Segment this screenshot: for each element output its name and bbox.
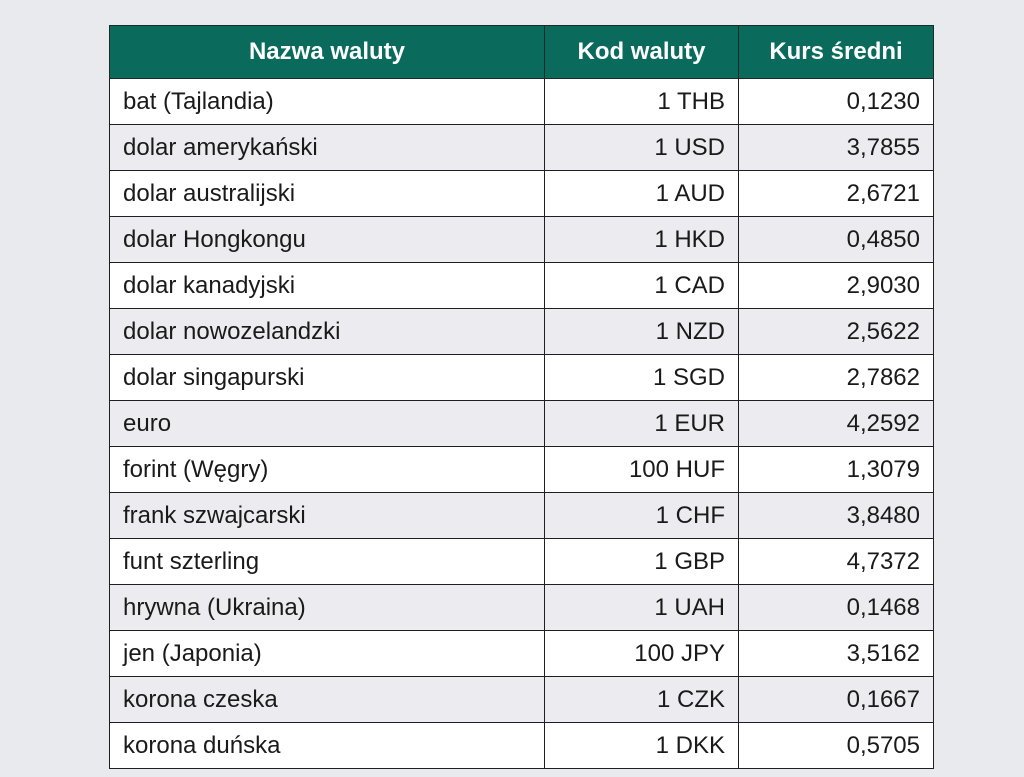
currency-code: 1 HKD [545,217,739,263]
table-header-row [110,26,934,79]
table-row [110,125,934,171]
average-rate: 0,1468 [739,585,934,631]
currency-name: euro [110,401,545,447]
average-rate: 3,5162 [739,631,934,677]
currency-code: 1 EUR [545,401,739,447]
currency-name: dolar singapurski [110,355,545,401]
table-row [110,677,934,723]
header-currency-code: Kod waluty [545,26,739,79]
currency-code: 1 UAH [545,585,739,631]
table-row [110,309,934,355]
exchange-rates-table [109,25,934,769]
currency-code: 100 JPY [545,631,739,677]
average-rate: 2,5622 [739,309,934,355]
currency-name: bat (Tajlandia) [110,79,545,125]
currency-code: 1 GBP [545,539,739,585]
currency-name: funt szterling [110,539,545,585]
table-row [110,493,934,539]
currency-name: dolar nowozelandzki [110,309,545,355]
currency-name: jen (Japonia) [110,631,545,677]
currency-name: frank szwajcarski [110,493,545,539]
currency-name: hrywna (Ukraina) [110,585,545,631]
currency-name: dolar Hongkongu [110,217,545,263]
average-rate: 0,4850 [739,217,934,263]
table-row [110,217,934,263]
header-currency-name: Nazwa waluty [110,26,545,79]
table-row [110,585,934,631]
currency-name: dolar australijski [110,171,545,217]
average-rate: 2,9030 [739,263,934,309]
currency-code: 1 CHF [545,493,739,539]
table-row [110,79,934,125]
table-row [110,263,934,309]
average-rate: 2,7862 [739,355,934,401]
table-row [110,723,934,769]
average-rate: 4,7372 [739,539,934,585]
average-rate: 3,8480 [739,493,934,539]
currency-name: dolar kanadyjski [110,263,545,309]
average-rate: 3,7855 [739,125,934,171]
currency-code: 1 CZK [545,677,739,723]
currency-name: korona duńska [110,723,545,769]
average-rate: 1,3079 [739,447,934,493]
table-row [110,631,934,677]
currency-code: 1 CAD [545,263,739,309]
table-row [110,447,934,493]
table-row [110,539,934,585]
average-rate: 0,1667 [739,677,934,723]
table-row [110,355,934,401]
currency-code: 1 THB [545,79,739,125]
currency-code: 1 NZD [545,309,739,355]
table-row [110,401,934,447]
currency-name: dolar amerykański [110,125,545,171]
table-row [110,171,934,217]
currency-code: 1 USD [545,125,739,171]
currency-code: 100 HUF [545,447,739,493]
header-average-rate: Kurs średni [739,26,934,79]
currency-code: 1 DKK [545,723,739,769]
currency-name: forint (Węgry) [110,447,545,493]
currency-code: 1 AUD [545,171,739,217]
average-rate: 4,2592 [739,401,934,447]
average-rate: 0,5705 [739,723,934,769]
currency-code: 1 SGD [545,355,739,401]
currency-name: korona czeska [110,677,545,723]
average-rate: 2,6721 [739,171,934,217]
average-rate: 0,1230 [739,79,934,125]
